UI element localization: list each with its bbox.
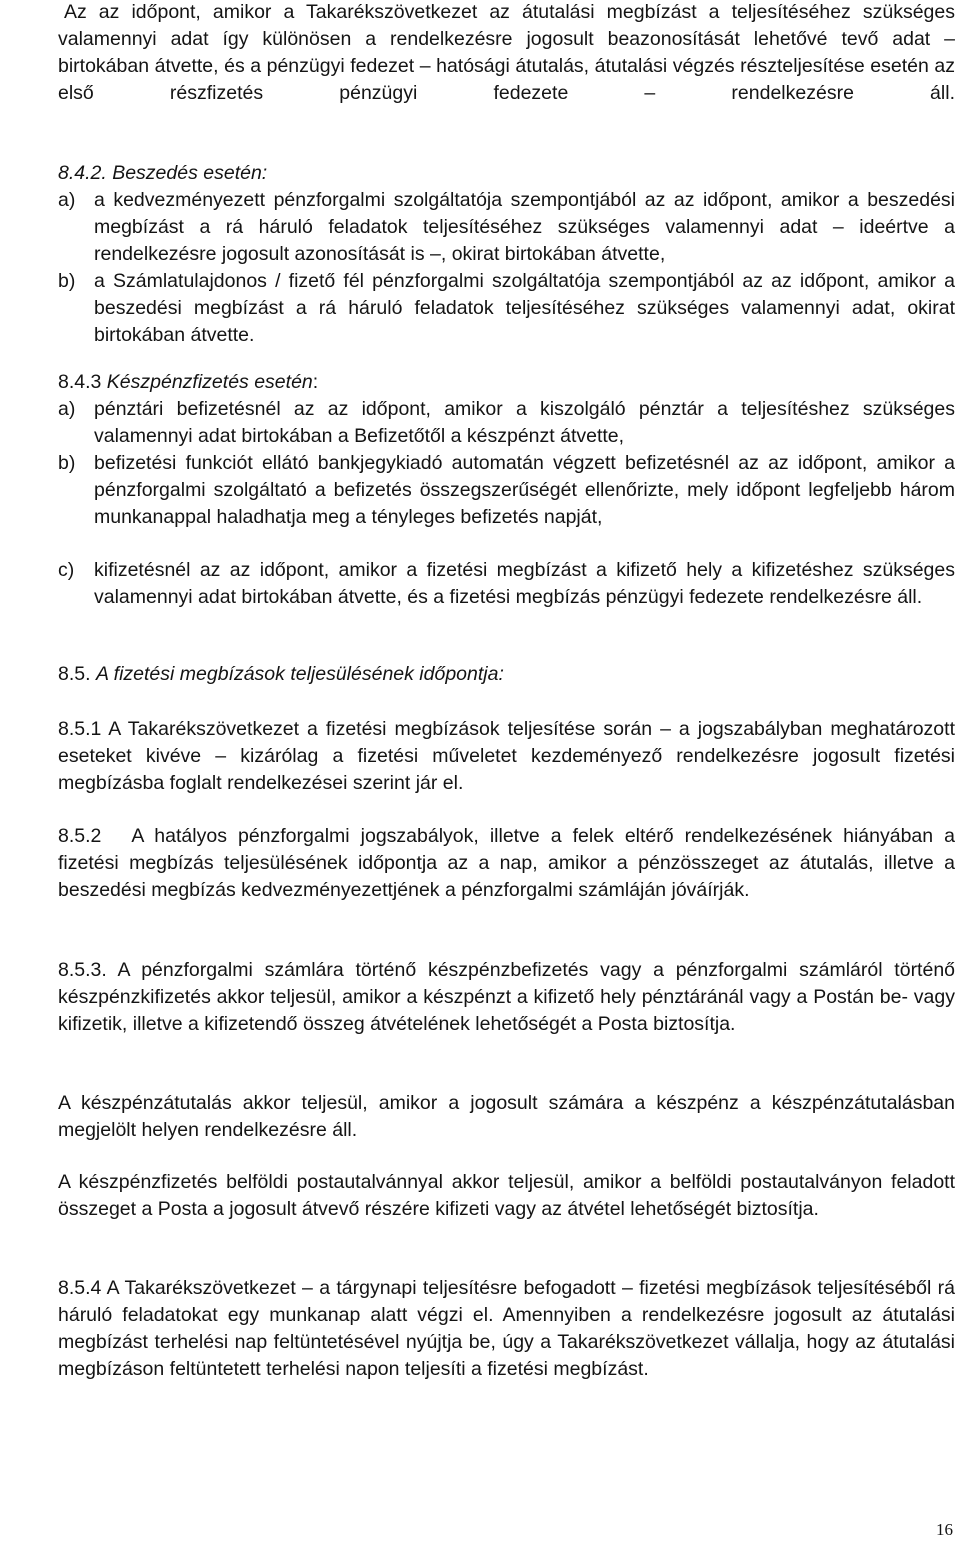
section-851-paragraph (58, 716, 955, 797)
section-853-para3-text: A készpénzfizetés belföldi postautalvánnyal akkor teljesül, amikor a belföldi postautalványon feladott összeget a Posta a jogosult átvevő részére kifizeti vagy az átvétel lehetőségét biztosítja. (58, 1171, 955, 1220)
section-842-item-b (58, 268, 955, 349)
page-number: 16 (936, 1520, 953, 1539)
section-854-paragraph (58, 1275, 955, 1383)
section-85-title: A fizetési megbízások teljesülésének időpontja: (95, 663, 504, 685)
section-854-text: A Takarékszövetkezet – a tárgynapi teljesítésre befogadott – fizetési megbízások teljesítéséből rá háruló feladatokat egy munkanap alatt végzi el. Amennyiben a rendelkezésre jogosult az átutalási megbízást terhelési nap feltüntetésével nyújtja be, úgy a Takarékszövetkezet vállalja, hogy az átutalási megbízáson feltüntetett terhelési napon teljesíti a fizetési megbízást. (58, 1277, 955, 1380)
section-842-title: 8.4.2. Beszedés esetén: (58, 162, 268, 184)
section-851-text: A Takarékszövetkezet a fizetési megbízások teljesítése során – a jogszabályban meghatározott eseteket kivéve – kizárólag a fizetési műveletet kezdeményező rendelkezésre jogosult fizetési megbízásba foglalt rendelkezései szerint jár el. (58, 718, 955, 794)
section-843-item-c (58, 557, 955, 611)
section-853-paragraph (58, 957, 955, 1038)
item-label: a) (58, 189, 76, 211)
intro-paragraph (58, 0, 955, 107)
item-text: a kedvezményezett pénzforgalmi szolgáltatója szempontjából az az időpont, amikor a beszedési megbízást a rá háruló feladatok teljesítéséhez szükséges valamennyi adat – ideértve a rendelkezésre jogosult azonosítását is –, okirat birtokában átvette, (94, 189, 955, 265)
item-text: befizetési funkciót ellátó bankjegykiadó automatán végzett befizetésnél az az időpont, amikor a pénzforgalmi szolgáltató a befizetés összegszerűségét ellenőrizte, mely időpont legfeljebb három munkanappal haladhatja meg a tényleges befizetés napját, (94, 452, 955, 528)
section-842-item-a (58, 187, 955, 268)
item-text: pénztári befizetésnél az az időpont, amikor a kiszolgáló pénztár a teljesítéshez szükséges valamennyi adat birtokában a Befizetőtől a készpénzt átvette, (94, 398, 955, 447)
section-853-paragraph-3 (58, 1169, 955, 1223)
item-label: a) (58, 398, 76, 420)
section-85-heading (58, 661, 504, 688)
item-label: c) (58, 559, 75, 581)
section-843-colon: : (312, 371, 319, 393)
section-853-paragraph-2 (58, 1090, 955, 1144)
section-843-item-b (58, 450, 955, 531)
section-842-heading (58, 160, 267, 187)
intro-text: Az az időpont, amikor a Takarékszövetkezet az átutalási megbízást a teljesítéséhez szükséges valamennyi adat így különösen a rendelkezésre jogosult beazonosítását lehetővé tevő adat – birtokában átvette, és a pénzügyi fedezet – hatósági átutalás, átutalási végzés részteljesítése esetén az első részfizetés pénzügyi fedezete – rendelkezésre áll. (58, 1, 955, 104)
section-843-number: 8.4.3 (58, 371, 102, 393)
section-853-text: A pénzforgalmi számlára történő készpénzbefizetés vagy a pénzforgalmi számláról történő készpénzkifizetés akkor teljesül, amikor a készpénzt a kifizető hely pénztáránál vagy a Postán be- vagy kifizetik, illetve a kifizetendő összeg átvételének lehetőségét a Posta biztosítja. (58, 959, 956, 1035)
item-label: b) (58, 452, 76, 474)
item-text: a Számlatulajdonos / fizető fél pénzforgalmi szolgáltatója szempontjából az az időpont, amikor a beszedési megbízást a rá háruló feladatok teljesítéséhez szükséges valamennyi adat, okirat birtokában átvette. (94, 270, 955, 346)
section-853-para2-text: A készpénzátutalás akkor teljesül, amikor a jogosult számára a készpénz a készpénzátutalásban megjelölt helyen rendelkezésre áll. (58, 1092, 955, 1141)
section-852-text: A hatályos pénzforgalmi jogszabályok, illetve a felek eltérő rendelkezésének hiányában a fizetési megbízás teljesülésének időpontja az a nap, amikor a pénzösszeget az átutalás, illetve a beszedési megbízás kedvezményezettjének a pénzforgalmi számláján jóváírják. (58, 825, 955, 901)
section-843-heading (58, 369, 318, 396)
section-851-number: 8.5.1 (58, 718, 102, 740)
section-852-number: 8.5.2 (58, 825, 102, 847)
item-label: b) (58, 270, 76, 292)
section-854-number: 8.5.4 (58, 1277, 102, 1299)
section-85-number: 8.5. (58, 663, 91, 685)
section-852-paragraph (58, 823, 955, 904)
section-853-number: 8.5.3. (58, 959, 107, 981)
item-text: kifizetésnél az az időpont, amikor a fizetési megbízást a kifizető hely a kifizetéshez szükséges valamennyi adat birtokában átvette, és a fizetési megbízás pénzügyi fedezete rendelkezésre áll. (94, 559, 955, 608)
section-843-item-a (58, 396, 955, 450)
section-843-title: Készpénzfizetés esetén (106, 371, 313, 393)
